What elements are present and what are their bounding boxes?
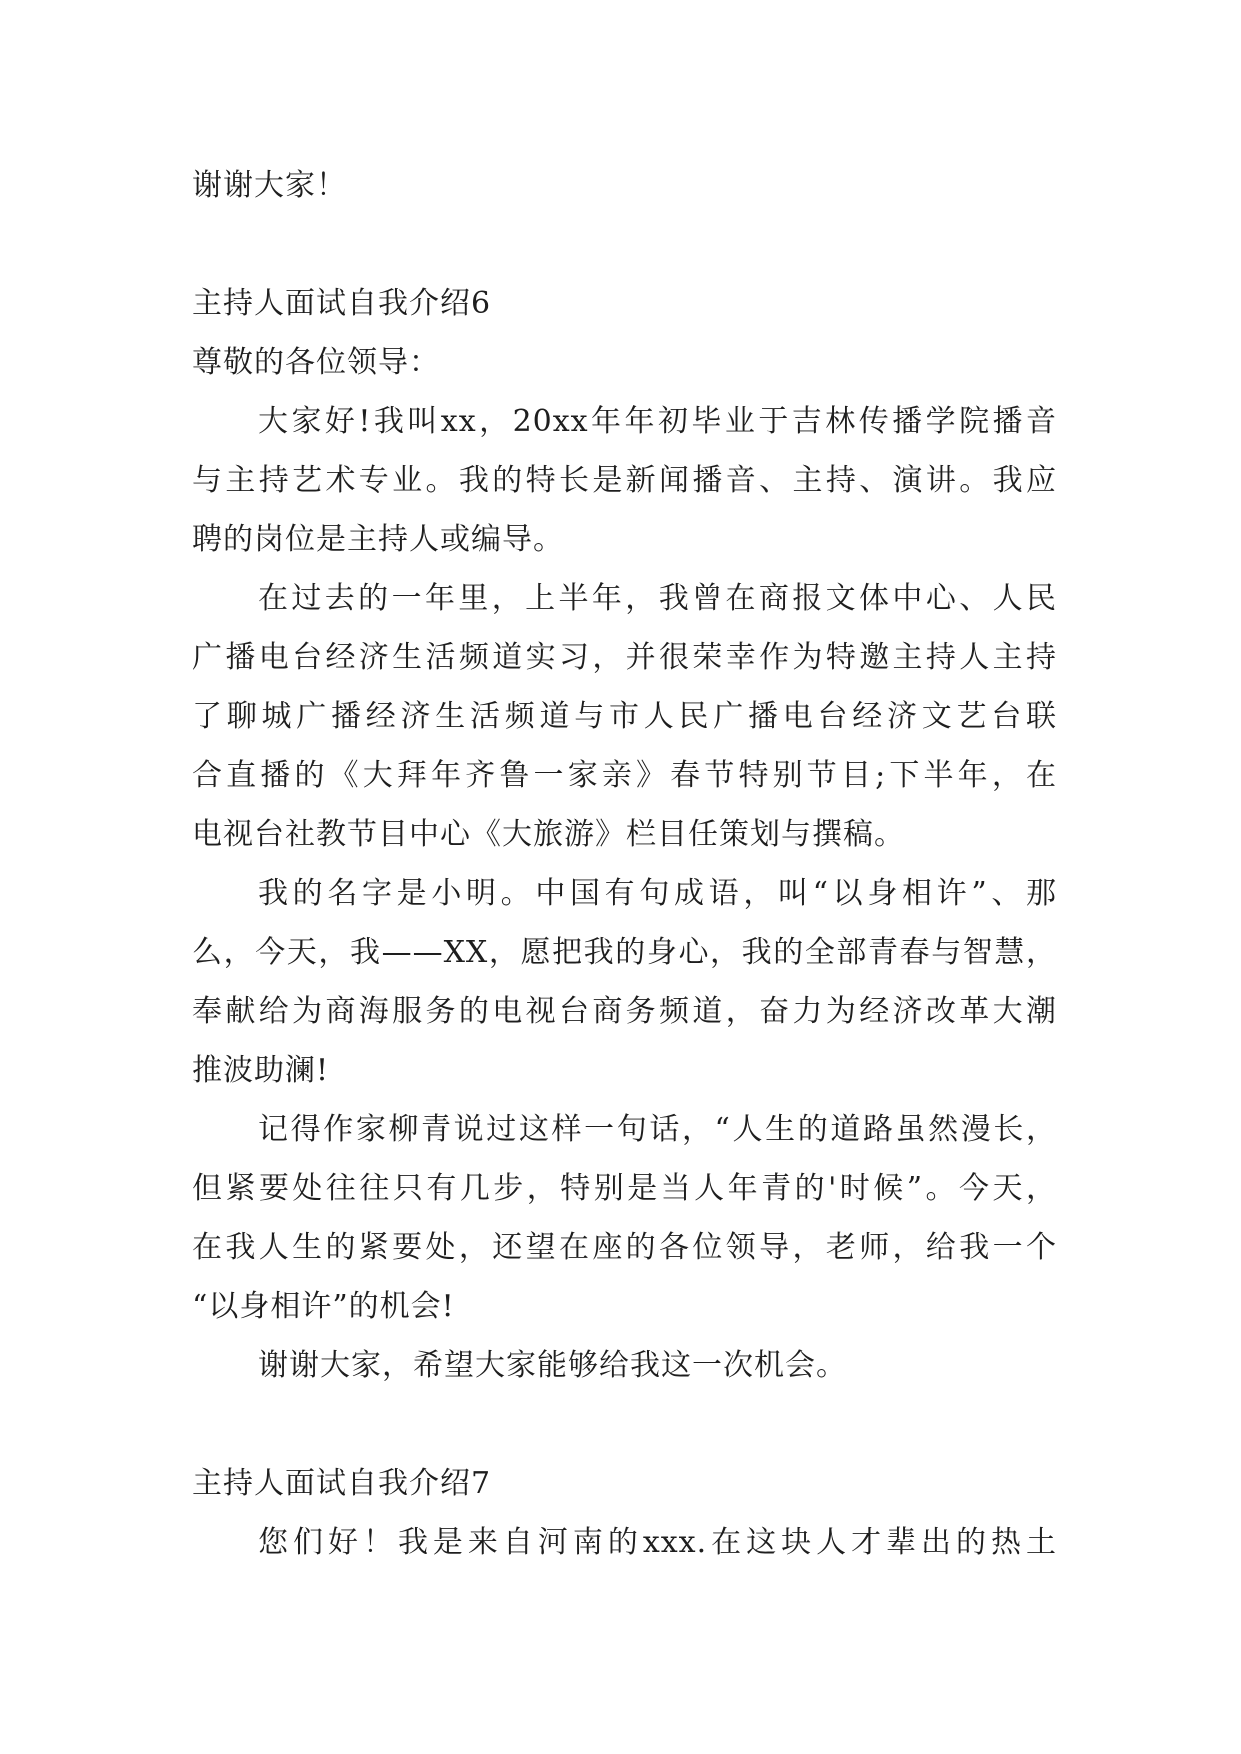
paragraph-line: 我的名字是小明。中国有句成语，叫“以身相许”、那 — [258, 876, 1057, 911]
document-body — [192, 156, 1057, 1572]
paragraph-line: 合直播的《大拜年齐鲁一家亲》春节特别节目;下半年，在 — [192, 758, 1057, 793]
paragraph-line: 在过去的一年里，上半年，我曾在商报文体中心、人民 — [258, 581, 1057, 616]
paragraph — [192, 392, 1057, 569]
paragraph-line: 了聊城广播经济生活频道与市人民广播电台经济文艺台联 — [192, 699, 1057, 734]
paragraph-line: 大家好!我叫xx，20xx年年初毕业于吉林传播学院播音 — [258, 404, 1057, 439]
paragraph-line: 电视台社教节目中心《大旅游》栏目任策划与撰稿。 — [192, 817, 905, 852]
previous-closing-line: 谢谢大家！ — [192, 168, 347, 203]
paragraph — [192, 864, 1057, 1100]
paragraph — [192, 1100, 1057, 1336]
paragraph-line: “以身相许”的机会! — [192, 1289, 455, 1324]
paragraph-line: 么，今天，我——XX，愿把我的身心，我的全部青春与智慧， — [192, 935, 1057, 970]
paragraph — [192, 569, 1057, 864]
paragraph-line: 与主持艺术专业。我的特长是新闻播音、主持、演讲。我应 — [192, 463, 1057, 498]
paragraph-line: 但紧要处往往只有几步，特别是当人年青的'时候”。今天， — [192, 1171, 1057, 1206]
section-heading: 主持人面试自我介绍6 — [192, 286, 492, 321]
paragraph-line: 广播电台经济生活频道实习，并很荣幸作为特邀主持人主持 — [192, 640, 1057, 675]
paragraph-line: 奉献给为商海服务的电视台商务频道，奋力为经济改革大潮 — [192, 994, 1057, 1029]
paragraph-line: 推波助澜! — [192, 1053, 330, 1088]
paragraph-line: 在我人生的紧要处，还望在座的各位领导，老师，给我一个 — [192, 1230, 1057, 1265]
paragraph-line: 聘的岗位是主持人或编导。 — [192, 522, 564, 557]
paragraph-line: 您们好！我是来自河南的xxx.在这块人才辈出的热土 — [258, 1525, 1057, 1560]
paragraph-line: 谢谢大家，希望大家能够给我这一次机会。 — [258, 1348, 847, 1383]
section-heading: 主持人面试自我介绍7 — [192, 1466, 492, 1501]
paragraph — [192, 1336, 1057, 1395]
paragraph-line: 记得作家柳青说过这样一句话，“人生的道路虽然漫长， — [258, 1112, 1057, 1147]
salutation: 尊敬的各位领导： — [192, 345, 440, 380]
paragraph — [192, 1513, 1057, 1572]
blank-line — [192, 1395, 1057, 1454]
blank-line — [192, 215, 1057, 274]
